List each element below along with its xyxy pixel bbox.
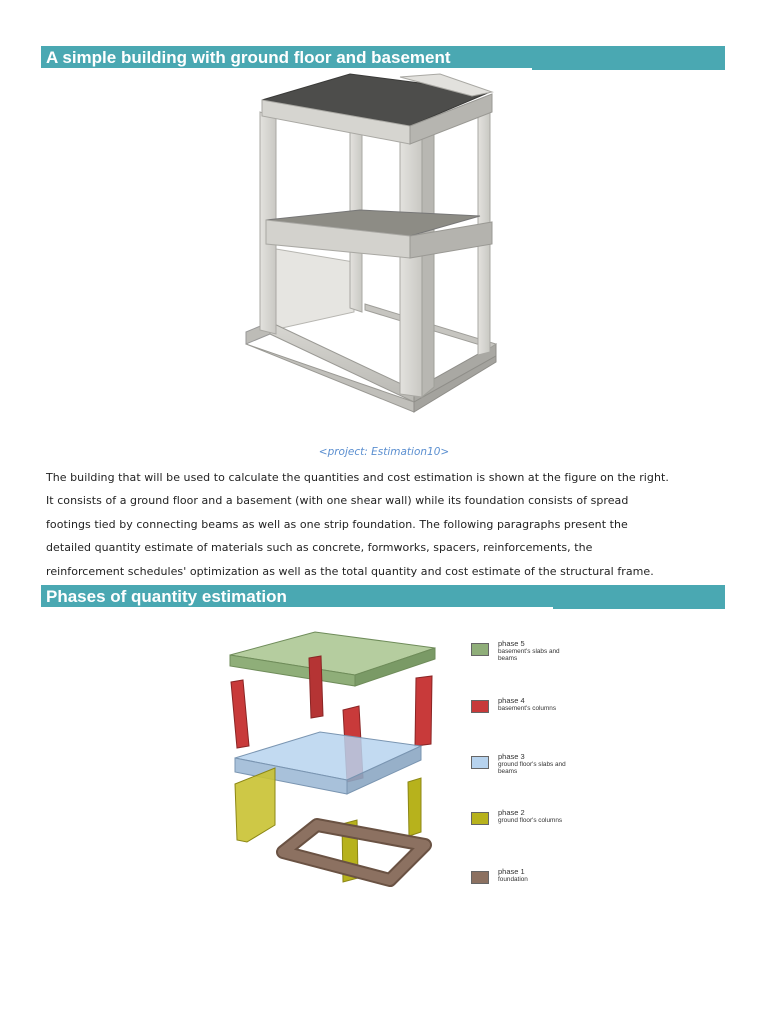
paragraph-line: It consists of a ground floor and a basement (with one shear wall) while its foundation consists of spread xyxy=(46,494,629,508)
legend-desc: basement's columns xyxy=(498,705,557,713)
section-header-building xyxy=(41,46,725,70)
legend-phase: phase 3 xyxy=(498,752,525,761)
legend-swatch xyxy=(471,871,489,884)
paragraph-line: The building that will be used to calculate the quantities and cost estimation is shown at the figure on the right. xyxy=(46,471,669,484)
legend-phase: phase 5 xyxy=(498,639,525,648)
paragraph-line: footings tied by connecting beams as well as one strip foundation. The following paragraphs present the xyxy=(46,517,628,531)
legend-phase: phase 4 xyxy=(498,696,525,705)
legend-swatch xyxy=(471,756,489,769)
legend-desc: ground floor's columns xyxy=(498,817,563,825)
legend-phase: phase 2 xyxy=(498,808,525,817)
legend-desc: basement's slabs and beams xyxy=(498,648,560,663)
legend-phase: phase 1 xyxy=(498,867,525,876)
legend-swatch xyxy=(471,643,489,656)
building-3d-figure xyxy=(240,72,510,422)
section-title: A simple building with ground floor and basement xyxy=(41,46,532,70)
legend-desc: foundation xyxy=(498,876,528,884)
figure-caption: <project: Estimation10> xyxy=(318,446,450,458)
legend-swatch xyxy=(471,700,489,713)
section-header-phases xyxy=(41,585,725,609)
paragraph-line: reinforcement schedules' optimization as well as the total quantity and cost estimate of the structural frame. xyxy=(46,564,654,578)
legend-desc: ground floor's slabs and beams xyxy=(498,761,566,776)
phases-exploded-figure xyxy=(225,620,455,895)
legend-swatch xyxy=(471,812,489,825)
paragraph-line: detailed quantity estimate of materials such as concrete, formworks, spacers, reinforcements, the xyxy=(46,541,593,555)
description-paragraph xyxy=(46,466,736,583)
section-title: Phases of quantity estimation xyxy=(41,585,553,609)
